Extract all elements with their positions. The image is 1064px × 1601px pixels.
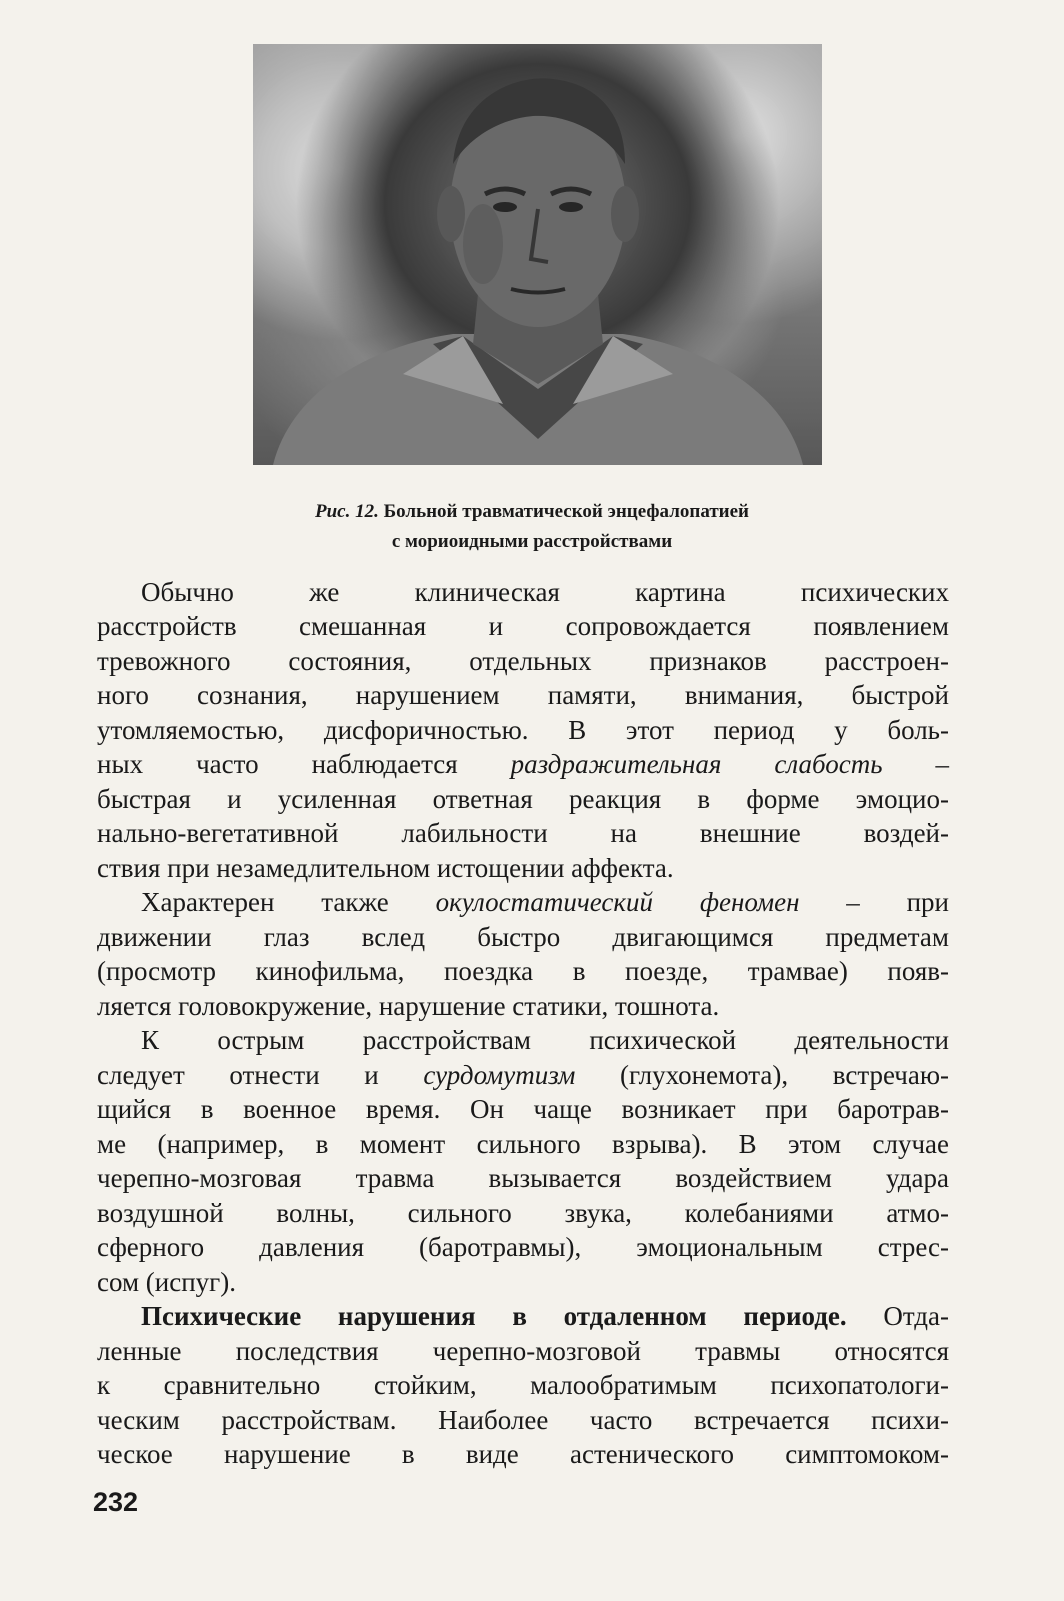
text-line: черепно-мозговая травма вызывается воздействием удара [97,1163,949,1193]
text-line [141,885,949,919]
text-line: утомляемостью, дисфоричностью. В этот период у боль- [97,715,949,745]
text-line: ческое нарушение в виде астенического симптомоком- [97,1439,949,1469]
figure-caption-line-2: с мориоидными расстройствами [391,531,673,552]
text-line: быстрая и усиленная ответная реакция в форме эмоцио- [97,784,949,814]
text-line: ствия при незамедлительном истощении аффекта. [97,853,674,883]
italic-term: сурдомутизм [423,1060,576,1090]
text-line: воздушной волны, сильного звука, колебаниями атмо- [97,1198,949,1228]
text-span: Характерен также [141,887,389,917]
text-line [141,1299,949,1333]
section-heading: Психические нарушения в отдаленном периоде. [141,1301,847,1331]
text-span: следует отнести и [97,1060,379,1090]
figure-number: Рис. 12. [314,501,379,522]
patient-photo [253,44,822,465]
text-line: ленные последствия черепно-мозговой травмы относятся [97,1336,949,1366]
text-line: щийся в военное время. Он чаще возникает при баротрав- [97,1094,949,1124]
text-line: сферного давления (баротравмы), эмоциональным стрес- [97,1232,949,1262]
text-line: к сравнительно стойким, малообратимым психопатологи- [97,1370,949,1400]
text-span: – при [846,887,949,917]
text-line: сом (испуг). [97,1267,236,1297]
text-line: нально-вегетативной лабильности на внешние воздей- [97,818,949,848]
text-line: движении глаз вслед быстро двигающимся предметам [97,922,949,952]
text-line: ного сознания, нарушением памяти, внимания, быстрой [97,680,949,710]
text-line [97,747,949,781]
text-span: – [935,749,949,779]
italic-term: окулостатический феномен [435,887,800,917]
text-line: К острым расстройствам психической деятельности [141,1025,949,1055]
text-line: (просмотр кинофильма, поездка в поезде, трамвае) появ- [97,956,949,986]
text-line: ческим расстройствам. Наиболее часто встречается психи- [97,1405,949,1435]
text-span: ных часто наблюдается [97,749,458,779]
text-line: тревожного состояния, отдельных признаков расстроен- [97,646,949,676]
page-number: 232 [93,1487,139,1517]
text-line: Обычно же клиническая картина психических [141,577,949,607]
italic-term: раздражительная слабость [510,749,883,779]
text-line [97,1058,949,1092]
figure-caption-line-1 [0,497,1064,526]
text-span: (глухонемота), встречаю- [619,1060,949,1090]
text-line: ляется головокружение, нарушение статики, тошнота. [97,991,720,1021]
text-span: Отда- [883,1301,949,1331]
portrait-illustration [253,44,822,465]
text-line: ме (например, в момент сильного взрыва). В этом случае [97,1129,949,1159]
figure-caption-text: Больной травматической энцефалопатией [383,501,749,522]
text-line: расстройств смешанная и сопровождается появлением [97,611,949,641]
